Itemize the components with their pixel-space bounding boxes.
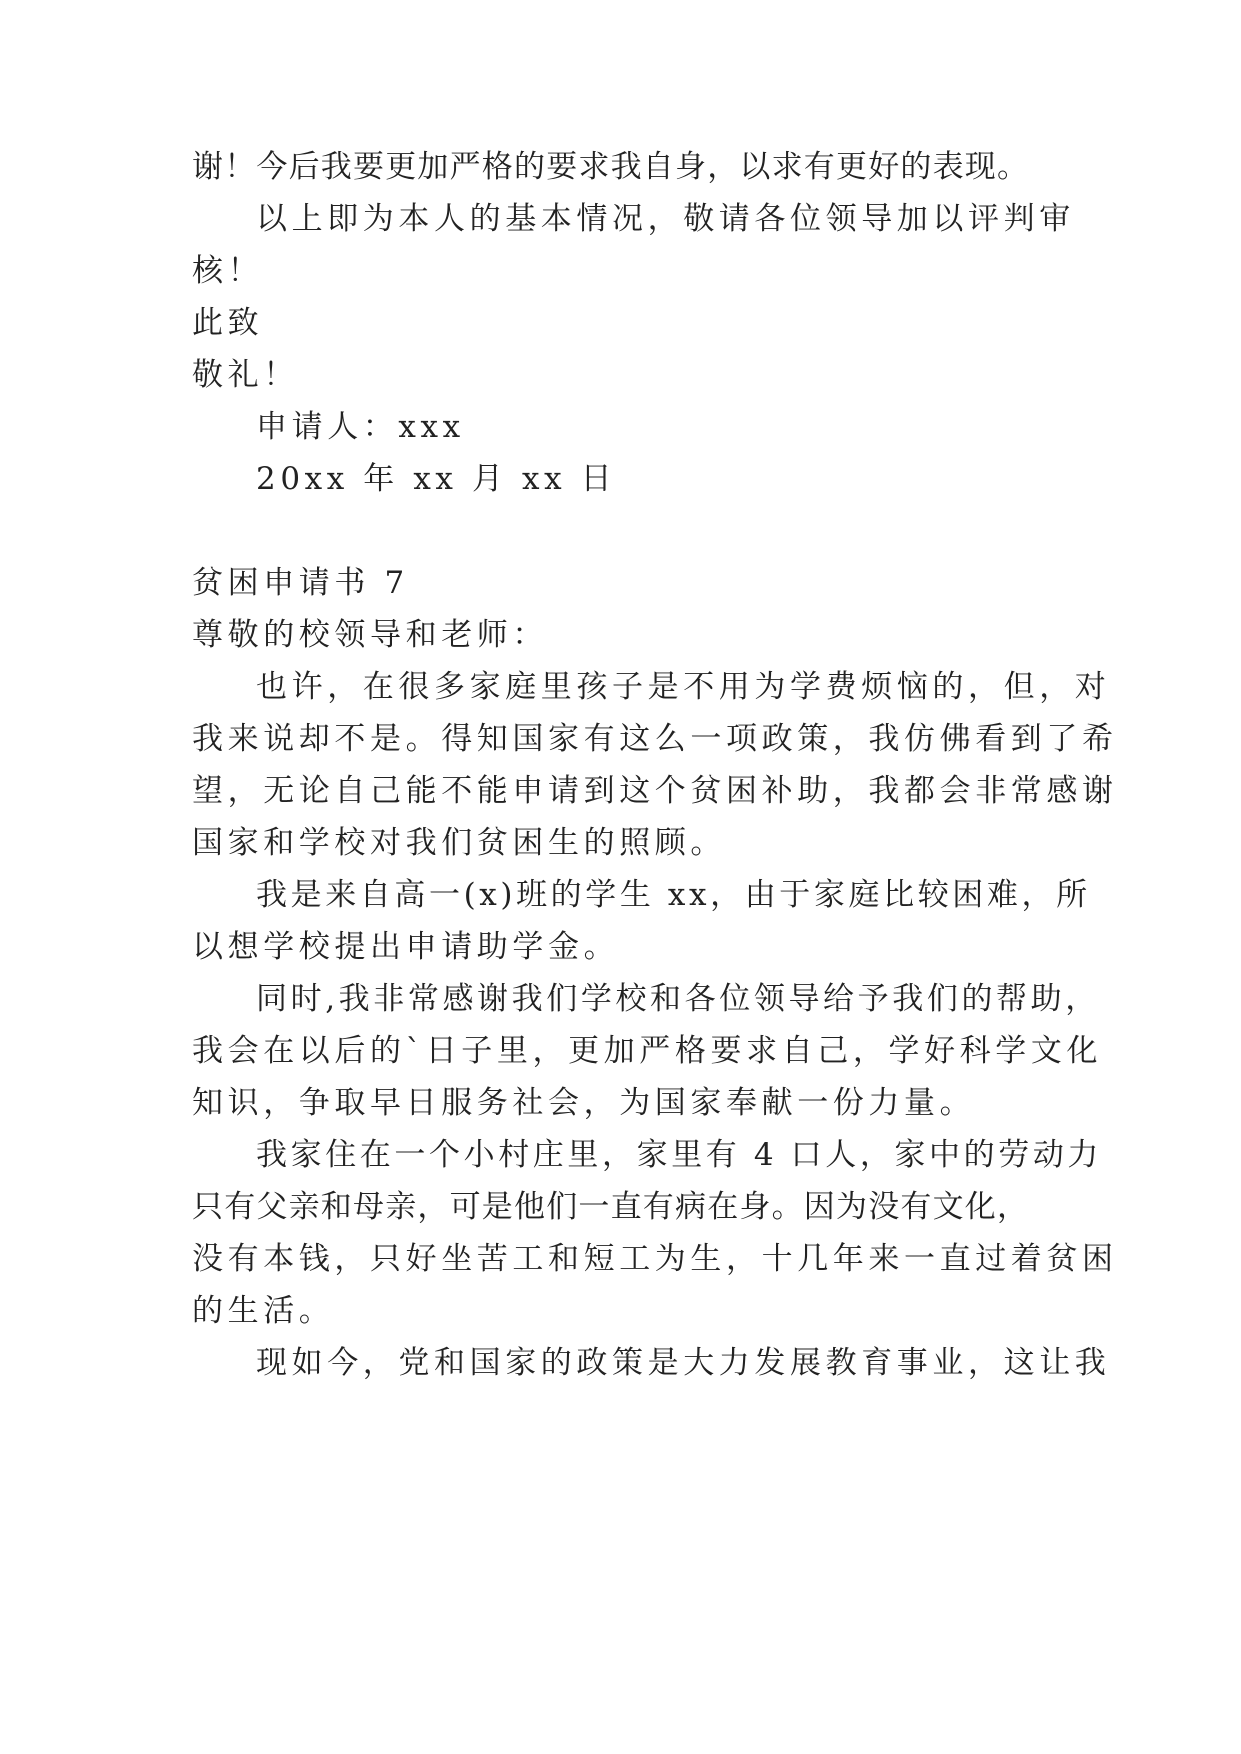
salutation: 尊敬的校领导和老师： — [192, 617, 548, 653]
text-line: 现如今，党和国家的政策是大力发展教育事业，这让我 — [256, 1345, 1111, 1381]
text-line: 没有本钱，只好坐苦工和短工为生，十几年来一直过着贫困 — [192, 1241, 1118, 1277]
text-line: 同时,我非常感谢我们学校和各位领导给予我们的帮助， — [256, 981, 1100, 1017]
section-title: 贫困申请书 7 — [192, 565, 409, 601]
text-line: 我家住在一个小村庄里，家里有 4 口人，家中的劳动力 — [256, 1137, 1103, 1173]
text-line: 望，无论自己能不能申请到这个贫困补助，我都会非常感谢 — [192, 773, 1118, 809]
text-line: 以想学校提出申请助学金。 — [192, 929, 620, 965]
text-line: 敬礼！ — [192, 357, 299, 393]
text-line: 我会在以后的`日子里，更加严格要求自己，学好科学文化 — [192, 1033, 1103, 1069]
text-line: 谢！今后我要更加严格的要求我自身，以求有更好的表现。 — [192, 149, 1030, 185]
text-line: 核！ — [192, 253, 264, 289]
text-line: 以上即为本人的基本情况，敬请各位领导加以评判审 — [256, 201, 1075, 237]
text-line: 我是来自高一(x)班的学生 xx，由于家庭比较困难，所 — [256, 877, 1091, 913]
text-line: 知识，争取早日服务社会，为国家奉献一份力量。 — [192, 1085, 976, 1121]
text-line: 只有父亲和母亲，可是他们一直有病在身。因为没有文化， — [192, 1189, 1030, 1225]
signature-applicant: 申请人：xxx — [256, 409, 465, 445]
text-line: 我来说却不是。得知国家有这么一项政策，我仿佛看到了希 — [192, 721, 1118, 757]
text-line: 的生活。 — [192, 1293, 335, 1329]
text-line: 也许，在很多家庭里孩子是不用为学费烦恼的，但，对 — [256, 669, 1111, 705]
signature-date: 20xx 年 xx 月 xx 日 — [256, 461, 617, 497]
text-line: 此致 — [192, 305, 264, 341]
text-line: 国家和学校对我们贫困生的照顾。 — [192, 825, 726, 861]
